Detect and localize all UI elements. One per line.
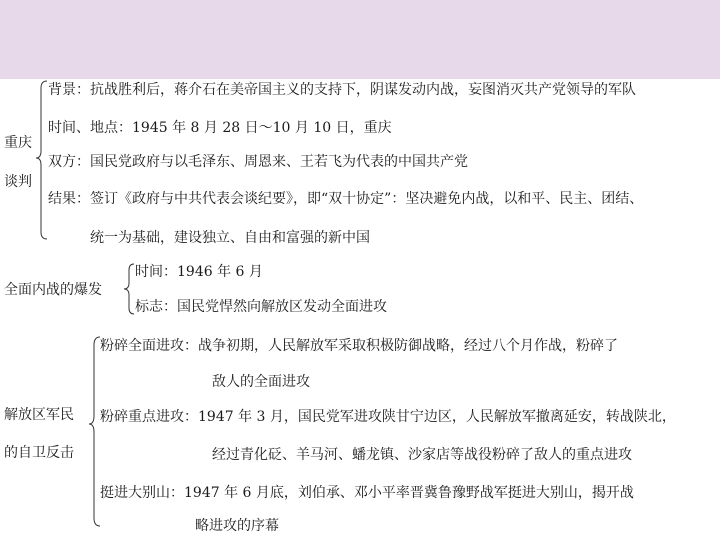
smash-full-offensive-cont: 敌人的全面进攻 xyxy=(212,374,310,390)
counterattack-heading-2: 的自卫反击 xyxy=(4,445,74,461)
chongqing-parties: 双方：国民党政府与以毛泽东、周恩来、王若飞为代表的中国共产党 xyxy=(48,154,468,170)
bracket-chongqing xyxy=(36,81,47,239)
smash-full-offensive: 粉碎全面进攻：战争初期，人民解放军采取积极防御战略，经过八个月作战，粉碎了 xyxy=(100,338,618,354)
smash-key-offensive: 粉碎重点进攻：1947 年 3 月，国民党军进攻陕甘宁边区，人民解放军撤离延安，转战陕北， xyxy=(100,409,676,425)
chongqing-background: 背景：抗战胜利后，蒋介石在美帝国主义的支持下，阴谋发动内战，妄图消灭共产党领导的军队 xyxy=(48,82,636,98)
chongqing-heading-2: 谈判 xyxy=(4,174,32,190)
bracket-civil-war xyxy=(124,264,134,314)
advance-dabie-cont: 略进攻的序幕 xyxy=(195,518,279,534)
bracket-counterattack xyxy=(89,337,100,526)
advance-dabie: 挺进大别山：1947 年 6 月底，刘伯承、邓小平率晋冀鲁豫野战军挺进大别山，揭开战 xyxy=(100,485,634,501)
chongqing-heading-1: 重庆 xyxy=(4,135,32,151)
smash-key-offensive-cont: 经过青化砭、羊马河、蟠龙镇、沙家店等战役粉碎了敌人的重点进攻 xyxy=(212,447,632,463)
chongqing-result-cont: 统一为基础，建设独立、自由和富强的新中国 xyxy=(90,230,370,246)
chongqing-result: 结果：签订《政府与中共代表会谈纪要》，即“双十协定”：坚决避免内战，以和平、民主、团结、 xyxy=(48,191,644,207)
chongqing-time-place: 时间、地点：1945 年 8 月 28 日～10 月 10 日，重庆 xyxy=(48,120,392,136)
civil-war-heading: 全面内战的爆发 xyxy=(4,282,102,298)
civil-war-time: 时间：1946 年 6 月 xyxy=(135,264,263,280)
counterattack-heading-1: 解放区军民 xyxy=(4,407,74,423)
civil-war-sign: 标志：国民党悍然向解放区发动全面进攻 xyxy=(135,299,387,315)
title-banner xyxy=(0,0,720,79)
